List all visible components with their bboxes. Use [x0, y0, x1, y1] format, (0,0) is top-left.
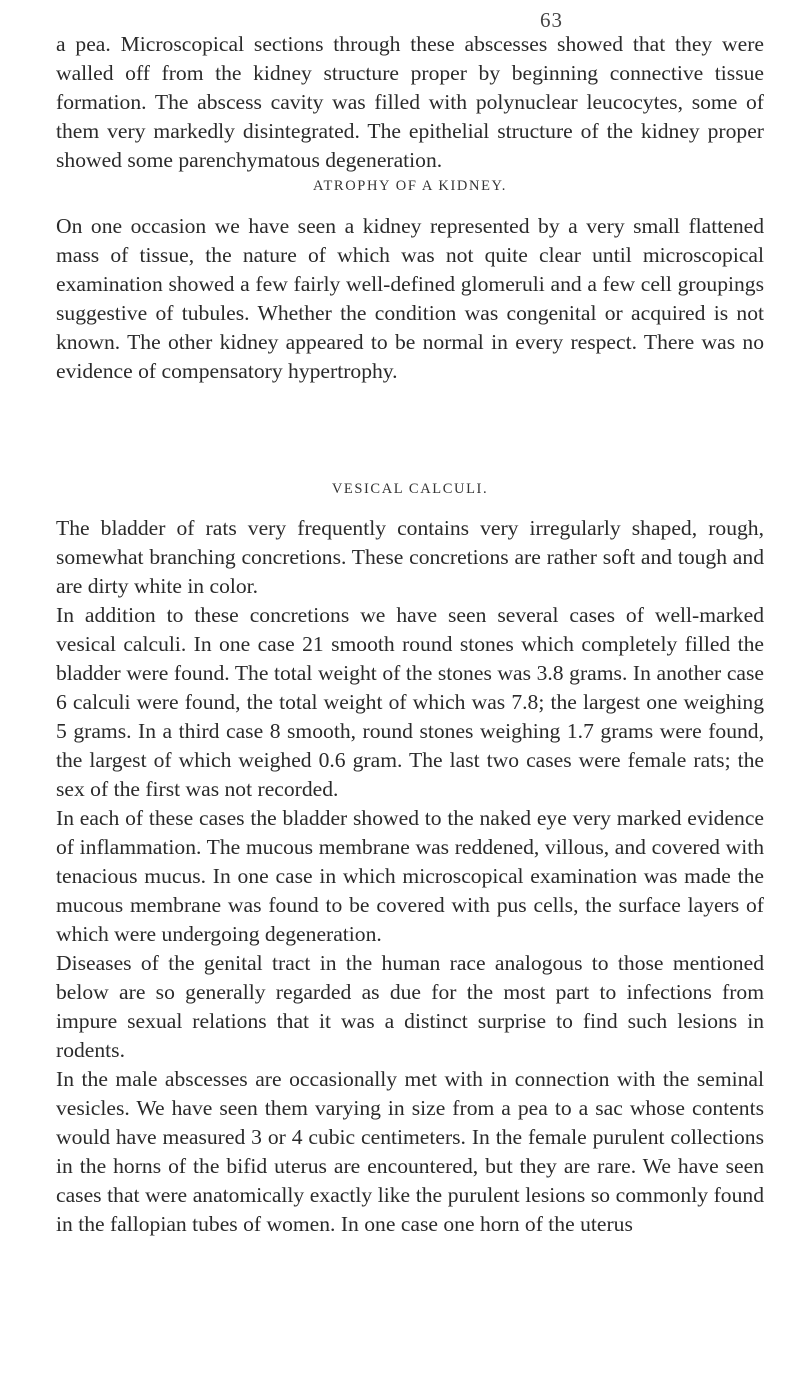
section-heading-atrophy: ATROPHY OF A KIDNEY.	[313, 178, 507, 194]
intro-section	[56, 30, 764, 175]
calculi-section	[56, 514, 764, 1239]
intro-paragraph: a pea. Microscopical sections through these abscesses showed that they were walled off from the kidney structure proper by beginning connective tissue formation. The abscess cavity was filled with polynuclear leucocytes, some of them very markedly disintegrated. The epithelial structure of the kidney proper showed some parenchymatous degeneration.	[56, 32, 764, 172]
calculi-paragraph-1: The bladder of rats very frequently contains very irregularly shaped, rough, somewhat branching concretions. These concretions are rather soft and tough and are dirty white in color.	[56, 516, 764, 598]
calculi-paragraph-3: In each of these cases the bladder showed to the naked eye very marked evidence of inflammation. The mucous membrane was reddened, villous, and covered with tenacious mucus. In one case in which microscopical examination was made the mucous membrane was found to be covered with pus cells, the surface layers of which were undergoing degeneration.	[56, 806, 764, 946]
page-number: 63	[540, 8, 563, 32]
calculi-paragraph-4: Diseases of the genital tract in the human race analogous to those mentioned below are so generally regarded as due for the most part to infections from impure sexual relations that it was a distinct surprise to find such lesions in rodents.	[56, 951, 764, 1062]
section-heading-calculi: VESICAL CALCULI.	[331, 481, 489, 497]
atrophy-paragraph: On one occasion we have seen a kidney represented by a very small flattened mass of tissue, the nature of which was not quite clear until microscopical examination showed a few fairly well-defined glomeruli and a few cell groupings suggestive of tubules. Whether the condition was congenital or acquired is not known. The other kidney appeared to be normal in every respect. There was no evidence of compensatory hypertrophy.	[56, 214, 764, 383]
atrophy-section	[56, 212, 764, 386]
calculi-paragraph-2: In addition to these concretions we have seen several cases of well-marked vesical calculi. In one case 21 smooth round stones which completely filled the bladder were found. The total weight of the stones was 3.8 grams. In another case 6 calculi were found, the total weight of which was 7.8; the largest one weighing 5 grams. In a third case 8 smooth, round stones weighing 1.7 grams were found, the largest of which weighed 0.6 gram. The last two cases were female rats; the sex of the first was not recorded.	[56, 603, 764, 801]
calculi-paragraph-5: In the male abscesses are occasionally met with in connection with the seminal vesicles. We have seen them varying in size from a pea to a sac whose contents would have measured 3 or 4 cubic centimeters. In the female purulent collections in the horns of the bifid uterus are encountered, but they are rare. We have seen cases that were anatomically exactly like the purulent lesions so commonly found in the fallopian tubes of women. In one case one horn of the uterus	[56, 1067, 764, 1236]
